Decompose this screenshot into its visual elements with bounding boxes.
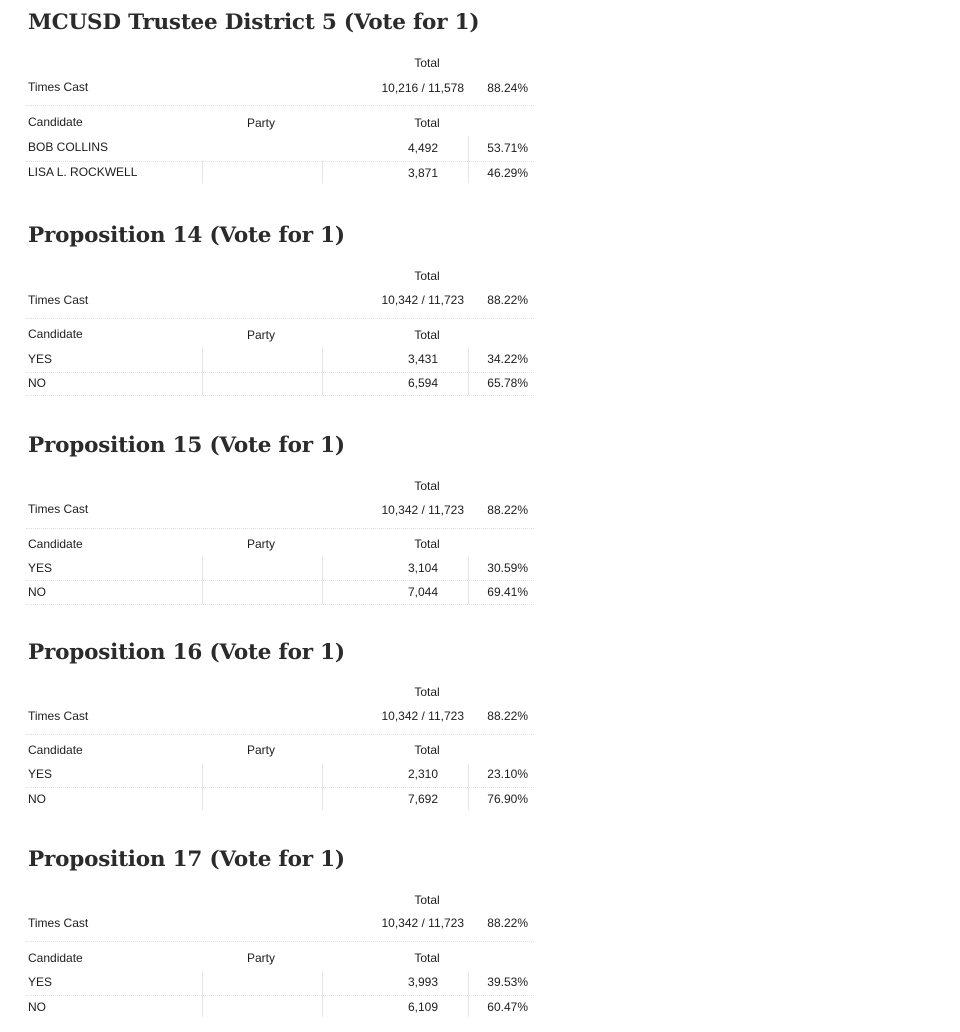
party-header: Party: [247, 328, 276, 342]
candidate-header: Candidate: [28, 115, 83, 129]
times-cast-value: 10,342 / 11,723: [381, 709, 464, 723]
candidate-percent: 23.10%: [487, 767, 528, 781]
contest-block: [0, 640, 560, 830]
total-header: Total: [414, 537, 440, 551]
candidate-percent: 30.59%: [487, 561, 528, 575]
contest-title: Proposition 16 (Vote for 1): [28, 640, 345, 665]
candidate-total: 3,104: [407, 561, 438, 575]
candidate-header: Candidate: [28, 327, 83, 341]
candidate-percent: 53.71%: [487, 141, 528, 155]
candidate-name: YES: [28, 975, 53, 989]
candidate-total: 7,692: [407, 792, 438, 806]
candidate-name: YES: [28, 352, 53, 366]
times-cast-label: Times Cast: [28, 709, 89, 723]
column-divider: [202, 347, 203, 395]
contest-block: [0, 10, 560, 200]
row-divider: [26, 105, 534, 106]
candidate-name: NO: [28, 1000, 46, 1014]
candidate-total: 7,044: [407, 585, 438, 599]
row-divider: [26, 604, 534, 605]
row-divider: [26, 318, 534, 319]
times-cast-percent: 88.24%: [487, 81, 528, 95]
times-cast-value: 10,216 / 11,578: [381, 81, 464, 95]
candidate-name: LISA L. ROCKWELL: [28, 165, 138, 179]
times-cast-label: Times Cast: [28, 916, 89, 930]
column-divider: [202, 971, 203, 1017]
total-header: Total: [414, 328, 440, 342]
row-divider: [26, 580, 534, 581]
row-divider: [26, 528, 534, 529]
total-header: Total: [414, 685, 440, 699]
column-divider: [468, 136, 469, 183]
total-header: Total: [414, 56, 440, 70]
contest-title: Proposition 17 (Vote for 1): [28, 847, 345, 872]
times-cast-percent: 88.22%: [487, 293, 528, 307]
candidate-header: Candidate: [28, 537, 83, 551]
row-divider: [26, 161, 534, 162]
column-divider: [322, 764, 323, 810]
times-cast-percent: 88.22%: [487, 503, 528, 517]
total-header: Total: [414, 269, 440, 283]
times-cast-value: 10,342 / 11,723: [381, 293, 464, 307]
total-header: Total: [414, 116, 440, 130]
candidate-total: 4,492: [407, 141, 438, 155]
total-header: Total: [414, 743, 440, 757]
candidate-total: 6,109: [407, 1000, 438, 1014]
row-divider: [26, 395, 534, 396]
times-cast-value: 10,342 / 11,723: [381, 916, 464, 930]
times-cast-percent: 88.22%: [487, 709, 528, 723]
party-header: Party: [247, 743, 276, 757]
column-divider: [468, 764, 469, 810]
candidate-percent: 39.53%: [487, 975, 528, 989]
candidate-percent: 65.78%: [487, 376, 528, 390]
column-divider: [322, 971, 323, 1017]
contest-block: [0, 223, 560, 413]
candidate-name: NO: [28, 792, 46, 806]
row-divider: [26, 941, 534, 942]
candidate-header: Candidate: [28, 951, 83, 965]
times-cast-label: Times Cast: [28, 80, 89, 94]
candidate-name: NO: [28, 585, 46, 599]
column-divider: [322, 161, 323, 183]
row-divider: [26, 734, 534, 735]
column-divider: [202, 764, 203, 810]
candidate-total: 2,310: [407, 767, 438, 781]
candidate-name: BOB COLLINS: [28, 140, 109, 154]
column-divider: [468, 557, 469, 604]
times-cast-percent: 88.22%: [487, 916, 528, 930]
total-header: Total: [414, 479, 440, 493]
contest-block: [0, 433, 560, 623]
column-divider: [202, 557, 203, 604]
column-divider: [322, 557, 323, 604]
party-header: Party: [247, 116, 276, 130]
column-divider: [322, 347, 323, 395]
candidate-name: YES: [28, 767, 53, 781]
row-divider: [26, 372, 534, 373]
party-header: Party: [247, 951, 276, 965]
row-divider: [26, 995, 534, 996]
times-cast-label: Times Cast: [28, 293, 89, 307]
contest-block: [0, 847, 560, 1032]
total-header: Total: [414, 951, 440, 965]
candidate-total: 6,594: [407, 376, 438, 390]
candidate-percent: 46.29%: [487, 166, 528, 180]
column-divider: [468, 347, 469, 395]
column-divider: [468, 971, 469, 1017]
candidate-total: 3,431: [407, 352, 438, 366]
column-divider: [202, 161, 203, 183]
candidate-header: Candidate: [28, 743, 83, 757]
candidate-total: 3,993: [407, 975, 438, 989]
total-header: Total: [414, 893, 440, 907]
candidate-name: NO: [28, 376, 46, 390]
times-cast-label: Times Cast: [28, 502, 89, 516]
candidate-percent: 69.41%: [487, 585, 528, 599]
candidate-total: 3,871: [407, 166, 438, 180]
contest-title: MCUSD Trustee District 5 (Vote for 1): [28, 10, 480, 35]
times-cast-value: 10,342 / 11,723: [381, 503, 464, 517]
candidate-percent: 76.90%: [487, 792, 528, 806]
row-divider: [26, 787, 534, 788]
party-header: Party: [247, 537, 276, 551]
candidate-name: YES: [28, 561, 53, 575]
contest-title: Proposition 14 (Vote for 1): [28, 223, 345, 248]
candidate-percent: 34.22%: [487, 352, 528, 366]
candidate-percent: 60.47%: [487, 1000, 528, 1014]
contest-title: Proposition 15 (Vote for 1): [28, 433, 345, 458]
